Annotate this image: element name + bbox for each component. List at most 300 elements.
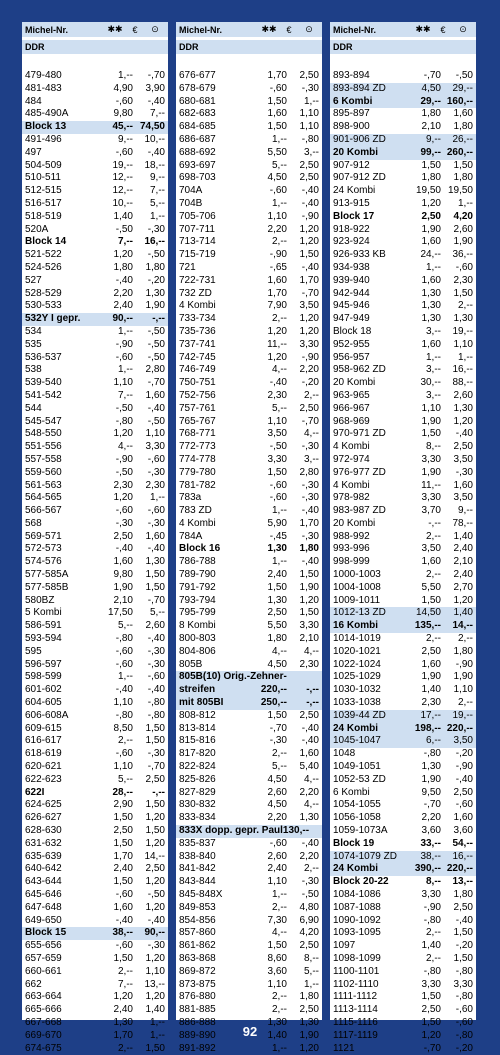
used-price: 3,50 xyxy=(453,735,473,747)
used-price: 16,-- xyxy=(144,236,165,248)
price-row xyxy=(330,288,476,301)
price-row xyxy=(330,735,476,748)
mint-price: 1,10 xyxy=(267,876,287,888)
mint-price: 1,-- xyxy=(272,197,287,209)
used-price: 1,50 xyxy=(145,1042,165,1054)
used-price: 5,-- xyxy=(150,607,165,619)
mint-price: 2,40 xyxy=(113,300,133,312)
price-row xyxy=(176,863,322,876)
mint-price: 1,10 xyxy=(113,697,133,709)
used-price: 16,-- xyxy=(452,850,473,862)
mint-price: 1,60 xyxy=(267,108,287,120)
used-price: 1,60 xyxy=(145,530,165,542)
catalog-number: 956-957 xyxy=(333,351,370,363)
mint-price: 2,60 xyxy=(267,786,287,798)
used-price: 1,50 xyxy=(453,287,473,299)
used-price: 6,90 xyxy=(299,914,319,926)
mint-price: 1,80 xyxy=(421,108,441,120)
catalog-number: 622-623 xyxy=(25,773,62,785)
price-row xyxy=(176,83,322,96)
used-price: 1,30 xyxy=(453,402,473,414)
mint-price: 1,60 xyxy=(421,556,441,568)
mint-price: 2,-- xyxy=(272,313,287,325)
catalog-number: 678-679 xyxy=(179,82,216,94)
catalog-number: 722-731 xyxy=(179,274,216,286)
price-row xyxy=(22,1043,168,1055)
catalog-number: 686-687 xyxy=(179,133,216,145)
catalog-number: 640-642 xyxy=(25,863,62,875)
catalog-number: 774-778 xyxy=(179,453,216,465)
price-row xyxy=(330,723,476,736)
price-row xyxy=(330,262,476,275)
country-label: DDR xyxy=(330,40,476,54)
price-column-3 xyxy=(330,22,476,1054)
mint-price: 90,-- xyxy=(112,313,133,325)
catalog-number: 596-597 xyxy=(25,658,62,670)
price-row xyxy=(330,646,476,659)
mint-price: 1,20 xyxy=(113,428,133,440)
catalog-number: 942-944 xyxy=(333,287,370,299)
mint-price: 2,-- xyxy=(272,748,287,760)
used-price: 2,50 xyxy=(299,402,319,414)
catalog-number: 16 Kombi xyxy=(333,620,379,632)
mint-price: 5,50 xyxy=(267,620,287,632)
used-price: 1,-- xyxy=(458,197,473,209)
price-row xyxy=(330,595,476,608)
catalog-number: 1012-13 ZD xyxy=(333,607,386,619)
used-price: 19,-- xyxy=(452,709,473,721)
catalog-number: 733-734 xyxy=(179,313,216,325)
mint-price: -,70 xyxy=(423,1042,441,1054)
catalog-number: 527 xyxy=(25,274,42,286)
catalog-number: 891-892 xyxy=(179,1042,216,1054)
price-row xyxy=(176,211,322,224)
used-price: 1,-- xyxy=(150,492,165,504)
price-row xyxy=(22,236,168,249)
catalog-number: 757-761 xyxy=(179,402,216,414)
catalog-number: 838-840 xyxy=(179,850,216,862)
used-price: -,60 xyxy=(147,453,165,465)
used-price: 1,80 xyxy=(145,261,165,273)
mint-price: 5,-- xyxy=(272,761,287,773)
mint-price: 10,-- xyxy=(112,197,133,209)
catalog-number: 657-659 xyxy=(25,952,62,964)
price-row xyxy=(176,1043,322,1055)
country-label: DDR xyxy=(176,40,322,54)
mint-price: 1,10 xyxy=(267,210,287,222)
mint-price: -,40 xyxy=(115,914,133,926)
price-row xyxy=(176,352,322,365)
catalog-number: 918-922 xyxy=(333,223,370,235)
catalog-number: 1111-1112 xyxy=(333,991,378,1003)
used-price: 1,20 xyxy=(299,236,319,248)
catalog-number: 1115-1116 xyxy=(333,1016,378,1028)
mint-price: -,90 xyxy=(115,453,133,465)
catalog-number: 795-799 xyxy=(179,607,216,619)
used-price: 2,20 xyxy=(299,364,319,376)
price-row xyxy=(330,966,476,979)
price-row xyxy=(22,671,168,684)
catalog-number: 539-540 xyxy=(25,377,62,389)
price-row xyxy=(330,543,476,556)
catalog-number: 1052-53 ZD xyxy=(333,773,386,785)
catalog-number: 682-683 xyxy=(179,108,216,120)
catalog-number: 813-814 xyxy=(179,722,216,734)
catalog-number: 978-982 xyxy=(333,492,370,504)
used-price: 3,-- xyxy=(304,146,319,158)
catalog-number: 510-511 xyxy=(25,172,61,184)
used-price: 2,60 xyxy=(453,389,473,401)
price-row xyxy=(22,339,168,352)
mint-price: 1,20 xyxy=(113,991,133,1003)
catalog-number: 746-749 xyxy=(179,364,216,376)
used-price: 1,40 xyxy=(145,1004,165,1016)
price-row xyxy=(176,505,322,518)
price-row xyxy=(22,454,168,467)
price-row xyxy=(330,812,476,825)
used-price: -,30 xyxy=(301,530,319,542)
used-price: 2,80 xyxy=(145,364,165,376)
price-row xyxy=(330,684,476,697)
price-row xyxy=(22,172,168,185)
mint-price: 2,10 xyxy=(113,594,133,606)
mint-price: 2,-- xyxy=(272,236,287,248)
price-row xyxy=(176,748,322,761)
mint-price: 1,-- xyxy=(272,133,287,145)
price-row xyxy=(22,863,168,876)
price-row xyxy=(176,1004,322,1017)
used-price: 1,10 xyxy=(299,108,319,120)
price-row xyxy=(176,991,322,1004)
price-row xyxy=(330,825,476,838)
price-row xyxy=(176,582,322,595)
catalog-number: 24 Kombi xyxy=(333,722,379,734)
price-row xyxy=(176,851,322,864)
mint-price: -,70 xyxy=(423,799,441,811)
mint-price: 1,50 xyxy=(267,466,287,478)
price-row xyxy=(176,198,322,211)
mint-price: -,40 xyxy=(115,274,133,286)
mint-price: 1,-- xyxy=(426,261,441,273)
used-price: 2,-- xyxy=(458,300,473,312)
used-price: -,60 xyxy=(455,799,473,811)
mint-price: 2,-- xyxy=(426,530,441,542)
price-row xyxy=(330,671,476,684)
mint-price: 3,-- xyxy=(426,325,441,337)
price-row xyxy=(330,492,476,505)
mint-price: 1,30 xyxy=(421,300,441,312)
used-price: 1,80 xyxy=(453,645,473,657)
mint-price: 5,50 xyxy=(421,581,441,593)
price-row xyxy=(22,569,168,582)
mint-price: 1,90 xyxy=(113,581,133,593)
used-price: 1,90 xyxy=(299,1029,319,1041)
mint-price: 1,20 xyxy=(267,325,287,337)
catalog-number: 601-602 xyxy=(25,684,62,696)
mint-price: 4,50 xyxy=(421,82,441,94)
price-row xyxy=(176,915,322,928)
used-price: 220,-- xyxy=(446,722,473,734)
used-price: -,40 xyxy=(147,633,165,645)
catalog-number: 485-490A xyxy=(25,108,69,120)
used-price: -,40 xyxy=(147,684,165,696)
mint-price: 1,90 xyxy=(421,671,441,683)
price-row xyxy=(22,876,168,889)
catalog-number: 609-615 xyxy=(25,722,62,734)
mint-price: 1,50 xyxy=(421,1016,441,1028)
price-row xyxy=(330,352,476,365)
mint-price: 5,-- xyxy=(118,773,133,785)
price-row xyxy=(330,761,476,774)
used-price: -,50 xyxy=(147,249,165,261)
catalog-number: 1004-1008 xyxy=(333,581,381,593)
price-row xyxy=(22,441,168,454)
price-row xyxy=(330,838,476,851)
price-row xyxy=(22,659,168,672)
price-row xyxy=(330,915,476,928)
used-price: 2,50 xyxy=(299,709,319,721)
catalog-number: 1039-44 ZD xyxy=(333,709,386,721)
mint-price: 28,-- xyxy=(112,786,133,798)
catalog-number: 835-837 xyxy=(179,837,216,849)
used-price: 1,10 xyxy=(299,121,319,133)
catalog-number: 752-756 xyxy=(179,389,216,401)
price-row xyxy=(176,96,322,109)
mint-price: 1,10 xyxy=(113,377,133,389)
used-price: 1,-- xyxy=(150,1016,165,1028)
used-price: 8,-- xyxy=(304,952,319,964)
used-price: 1,50 xyxy=(299,607,319,619)
catalog-number: 713-714 xyxy=(179,236,216,248)
used-price: 3,90 xyxy=(145,82,165,94)
price-row xyxy=(22,211,168,224)
price-row xyxy=(176,659,322,672)
catalog-number: 557-558 xyxy=(25,453,62,465)
mint-price: 7,90 xyxy=(267,300,287,312)
catalog-number: 512-515 xyxy=(25,185,62,197)
mint-price: 3,30 xyxy=(421,492,441,504)
catalog-number: streifen xyxy=(179,684,216,696)
price-row xyxy=(22,160,168,173)
mint-price: 1,70 xyxy=(267,287,287,299)
price-row xyxy=(176,108,322,121)
price-row xyxy=(330,863,476,876)
price-row xyxy=(176,902,322,915)
mint-price: 29,-- xyxy=(420,95,441,107)
mint-price: 1,20 xyxy=(267,351,287,363)
price-row xyxy=(22,595,168,608)
catalog-number: 598-599 xyxy=(25,671,62,683)
price-row xyxy=(176,940,322,953)
used-price: 1,-- xyxy=(458,351,473,363)
catalog-number: 800-803 xyxy=(179,633,216,645)
used-price: 3,30 xyxy=(453,978,473,990)
used-price: -,-- xyxy=(152,786,165,798)
catalog-number: 1098-1099 xyxy=(333,952,381,964)
used-price: 2,-- xyxy=(304,389,319,401)
used-price: 1,60 xyxy=(453,108,473,120)
catalog-number: 907-912 ZD xyxy=(333,172,386,184)
used-price: 2,50 xyxy=(145,773,165,785)
mint-price: 2,30 xyxy=(113,479,133,491)
used-price: 1,-- xyxy=(304,95,319,107)
catalog-number: 604-605 xyxy=(25,697,62,709)
catalog-number: 1049-1051 xyxy=(333,761,381,773)
used-price: 1,20 xyxy=(299,313,319,325)
used-price: 19,-- xyxy=(452,325,473,337)
catalog-number: 1045-1047 xyxy=(333,735,381,747)
column-header xyxy=(22,22,168,38)
mint-price: 11,-- xyxy=(267,338,287,350)
mint-price: 1,60 xyxy=(113,556,133,568)
price-row xyxy=(176,313,322,326)
mint-price: 3,30 xyxy=(421,453,441,465)
price-column-1 xyxy=(22,22,168,1054)
price-row xyxy=(22,620,168,633)
price-row xyxy=(176,377,322,390)
mint-price: 19,50 xyxy=(415,185,441,197)
mint-price: 11,-- xyxy=(421,479,441,491)
catalog-number: 484 xyxy=(25,95,42,107)
price-row xyxy=(330,851,476,864)
mint-price: 1,20 xyxy=(421,197,441,209)
mint-price: 1,70 xyxy=(113,850,133,862)
mint-price: 12,-- xyxy=(112,172,133,184)
mint-price: 2,-- xyxy=(118,965,133,977)
catalog-number: 622I xyxy=(25,786,45,798)
price-row xyxy=(22,480,168,493)
catalog-number: 963-965 xyxy=(333,389,370,401)
price-row xyxy=(22,313,168,326)
catalog-number: 1100-1101 xyxy=(333,965,380,977)
catalog-number: 895-897 xyxy=(333,108,370,120)
mint-price: 2,10 xyxy=(421,121,441,133)
used-price: 4,-- xyxy=(304,799,319,811)
mint-price: 1,10 xyxy=(267,415,287,427)
catalog-number: 704B xyxy=(179,197,203,209)
used-price: 14,-- xyxy=(452,620,473,632)
used-price: 1,80 xyxy=(299,991,319,1003)
price-row xyxy=(22,531,168,544)
catalog-number: 6 Kombi xyxy=(333,786,370,798)
used-price: -,40 xyxy=(147,402,165,414)
mint-price: 4,90 xyxy=(113,82,133,94)
catalog-number: 676-677 xyxy=(179,70,216,81)
catalog-number: 655-656 xyxy=(25,940,62,952)
used-price: 5,-- xyxy=(150,197,165,209)
price-row xyxy=(176,953,322,966)
mint-price: 1,-- xyxy=(272,1042,287,1054)
mint-price: 1,50 xyxy=(421,594,441,606)
catalog-number: 833X dopp. gepr. Paul xyxy=(179,825,283,837)
used-price: 2,60 xyxy=(145,620,165,632)
catalog-number: mit 805BI xyxy=(179,697,224,709)
used-price: -,40 xyxy=(301,261,319,273)
catalog-number: 479-480 xyxy=(25,70,62,81)
mint-price: -,60 xyxy=(269,492,287,504)
mint-price: 1,80 xyxy=(421,172,441,184)
mint-price: 130,-- xyxy=(282,825,310,837)
mint-price: 1,50 xyxy=(267,940,287,952)
mint-price: 1,30 xyxy=(267,594,287,606)
price-row xyxy=(330,953,476,966)
price-row xyxy=(176,275,322,288)
catalog-number: 481-483 xyxy=(25,82,62,94)
price-row xyxy=(330,480,476,493)
cancelled-icon: ⊙ xyxy=(151,24,159,34)
used-price: -,40 xyxy=(147,146,165,158)
used-price: 2,50 xyxy=(299,940,319,952)
used-price: 1,-- xyxy=(150,210,165,222)
used-price: 2,50 xyxy=(453,786,473,798)
used-price: 4,20 xyxy=(453,210,473,222)
catalog-number: 538 xyxy=(25,364,42,376)
price-row xyxy=(176,326,322,339)
catalog-number: 521-522 xyxy=(25,249,62,261)
used-price: -,80 xyxy=(455,1029,473,1041)
mint-price: -,80 xyxy=(423,914,441,926)
mint-price: 2,-- xyxy=(118,1042,133,1054)
price-row xyxy=(330,441,476,454)
used-price: 1,80 xyxy=(299,543,319,555)
mint-price: 4,-- xyxy=(272,645,287,657)
used-price: -,30 xyxy=(301,876,319,888)
price-row xyxy=(176,147,322,160)
used-price: -,60 xyxy=(455,1016,473,1028)
euro-icon: € xyxy=(132,24,138,35)
mint-price: 1,50 xyxy=(421,159,441,171)
mint-price: 2,-- xyxy=(118,735,133,747)
used-price: 1,50 xyxy=(299,249,319,261)
catalog-number: 970-971 ZD xyxy=(333,428,386,440)
mint-price: 4,50 xyxy=(267,773,287,785)
used-price: 2,30 xyxy=(453,274,473,286)
catalog-number: 830-832 xyxy=(179,799,216,811)
used-price: -,40 xyxy=(301,505,319,517)
catalog-number: 783a xyxy=(179,492,202,504)
mint-price: 1,50 xyxy=(113,812,133,824)
catalog-number: 781-782 xyxy=(179,479,216,491)
mint-price: 2,40 xyxy=(267,863,287,875)
catalog-number: 649-650 xyxy=(25,914,62,926)
mint-price: 3,50 xyxy=(267,428,287,440)
catalog-number: 667-668 xyxy=(25,1016,62,1028)
used-price: 78,-- xyxy=(452,517,473,529)
used-price: 3,60 xyxy=(453,825,473,837)
price-row xyxy=(330,172,476,185)
catalog-number: 1056-1058 xyxy=(333,812,381,824)
price-row xyxy=(22,582,168,595)
mint-price: 1,80 xyxy=(113,261,133,273)
price-row xyxy=(330,556,476,569)
catalog-number: 1087-1088 xyxy=(333,901,381,913)
catalog-number: 805B xyxy=(179,658,203,670)
catalog-number: 616-617 xyxy=(25,735,62,747)
price-row xyxy=(176,428,322,441)
used-price: -,30 xyxy=(301,82,319,94)
catalog-number: 20 Kombi xyxy=(333,377,376,389)
price-row xyxy=(176,979,322,992)
price-row xyxy=(330,876,476,889)
used-price: 1,20 xyxy=(299,223,319,235)
mint-price: -,40 xyxy=(115,684,133,696)
used-price: 74,50 xyxy=(139,121,165,133)
catalog-number: 569-571 xyxy=(25,530,62,542)
price-row xyxy=(330,889,476,902)
catalog-number: 815-816 xyxy=(179,735,216,747)
used-price: 1,60 xyxy=(453,812,473,824)
catalog-number: 968-969 xyxy=(333,415,370,427)
